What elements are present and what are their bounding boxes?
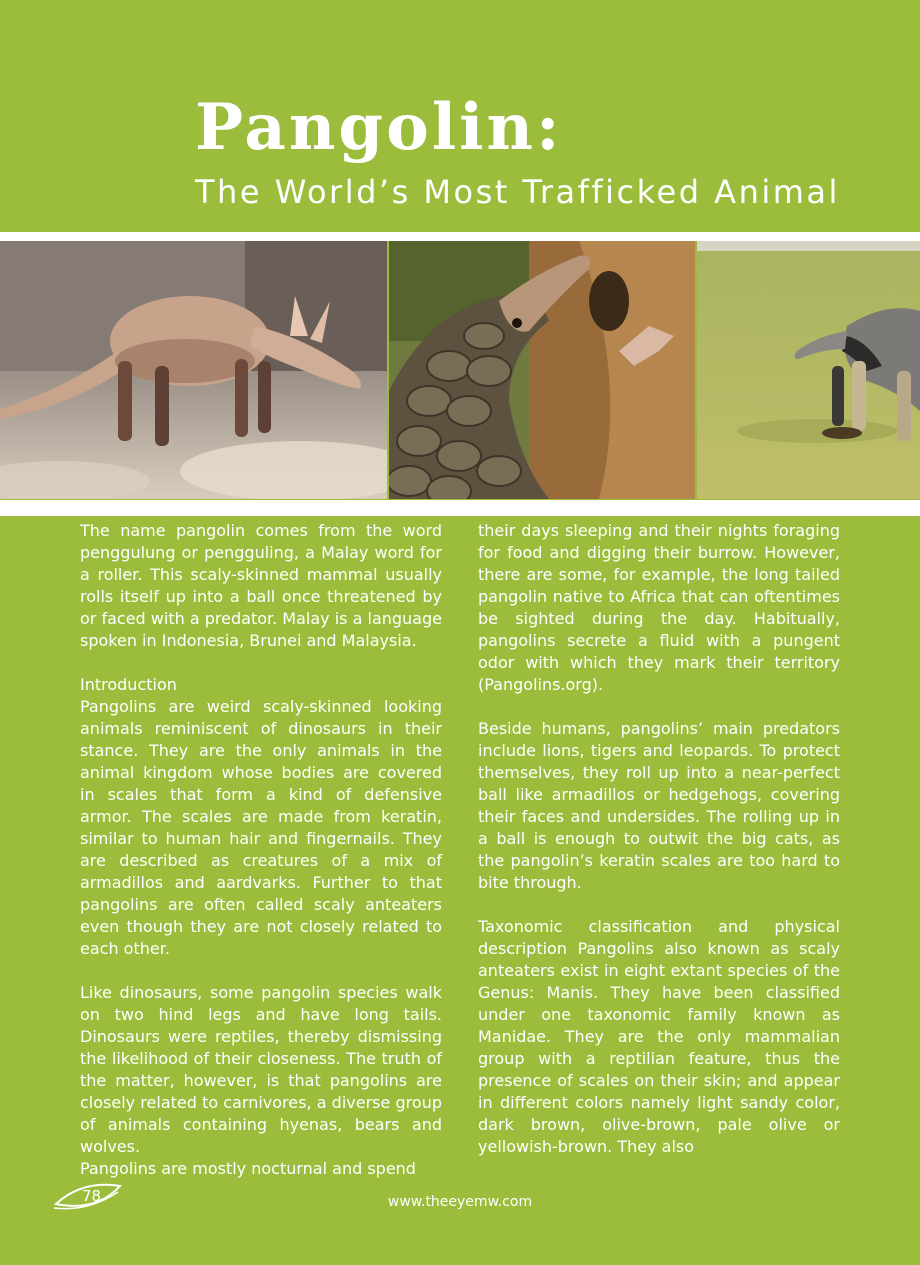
- divider-top: [0, 232, 920, 241]
- aardvark-photo: [0, 241, 387, 499]
- divider-bottom: [0, 500, 920, 516]
- paragraph: Pangolins are weird scaly-skinned looking animals reminiscent of dinosaurs in their stance. They are the only animals in the animal kingdom whose bodies are covered in scales that form a kind of defensive armor. The scales are made from keratin, similar to human hair and fingernails. They are described as creatures of a mix of armadillos and aardvarks. Further to that pangolins are often called scaly anteaters even though they are not closely related to each other.: [80, 697, 442, 958]
- paragraph: Pangolins are mostly nocturnal and spend: [80, 1159, 416, 1178]
- text-column-left: [80, 520, 442, 1180]
- pangolin-photo: [389, 241, 695, 499]
- anteater-photo: [697, 241, 920, 499]
- article-title: Pangolin:: [195, 90, 563, 165]
- paragraph: Taxonomic classification and physical description Pangolins also known as scaly anteaters exist in eight extant species of the Genus: Manis. They have been classified under one taxonomic family known as Manidae. They are the only mammalian group with a reptilian feature, thus the presence of scales on their skin; and appear in different colors namely light sandy color, dark brown, olive-brown, pale olive or yellowish-brown. They also: [478, 917, 840, 1156]
- page-number: 78: [82, 1187, 102, 1205]
- text-column-right: [478, 520, 840, 1158]
- website-url: www.theeyemw.com: [387, 1194, 533, 1210]
- paragraph: The name pangolin comes from the word penggulung or pengguling, a Malay word for a roller. This scaly-skinned mammal usually rolls itself up into a ball once threatened by or faced with a predator. Malay is a language spoken in Indonesia, Brunei and Malaysia.: [80, 521, 442, 650]
- article-subtitle: The World’s Most Trafficked Animal: [195, 173, 840, 211]
- paragraph: their days sleeping and their nights foraging for food and digging their burrow. However, there are some, for example, the long tailed pangolin native to Africa that can oftentimes be sighted during the day. Habitually, pangolins secrete a fluid with a pungent odor with which they mark their territory (Pangolins.org).: [478, 521, 840, 694]
- photo-strip: [0, 241, 920, 499]
- paragraph: Beside humans, pangolins’ main predators include lions, tigers and leopards. To protect themselves, they roll up into a near-perfect ball like armadillos or hedgehogs, covering their faces and undersides. The rolling up in a ball is enough to outwit the big cats, as the pangolin’s keratin scales are too hard to bite through.: [478, 719, 840, 892]
- paragraph: Like dinosaurs, some pangolin species walk on two hind legs and have long tails. Dinosaurs were reptiles, thereby dismissing the likelihood of their closeness. The truth of the matter, however, is that pangolins are closely related to carnivores, a diverse group of animals containing hyenas, bears and wolves.: [80, 983, 442, 1156]
- section-heading: Introduction: [80, 675, 177, 694]
